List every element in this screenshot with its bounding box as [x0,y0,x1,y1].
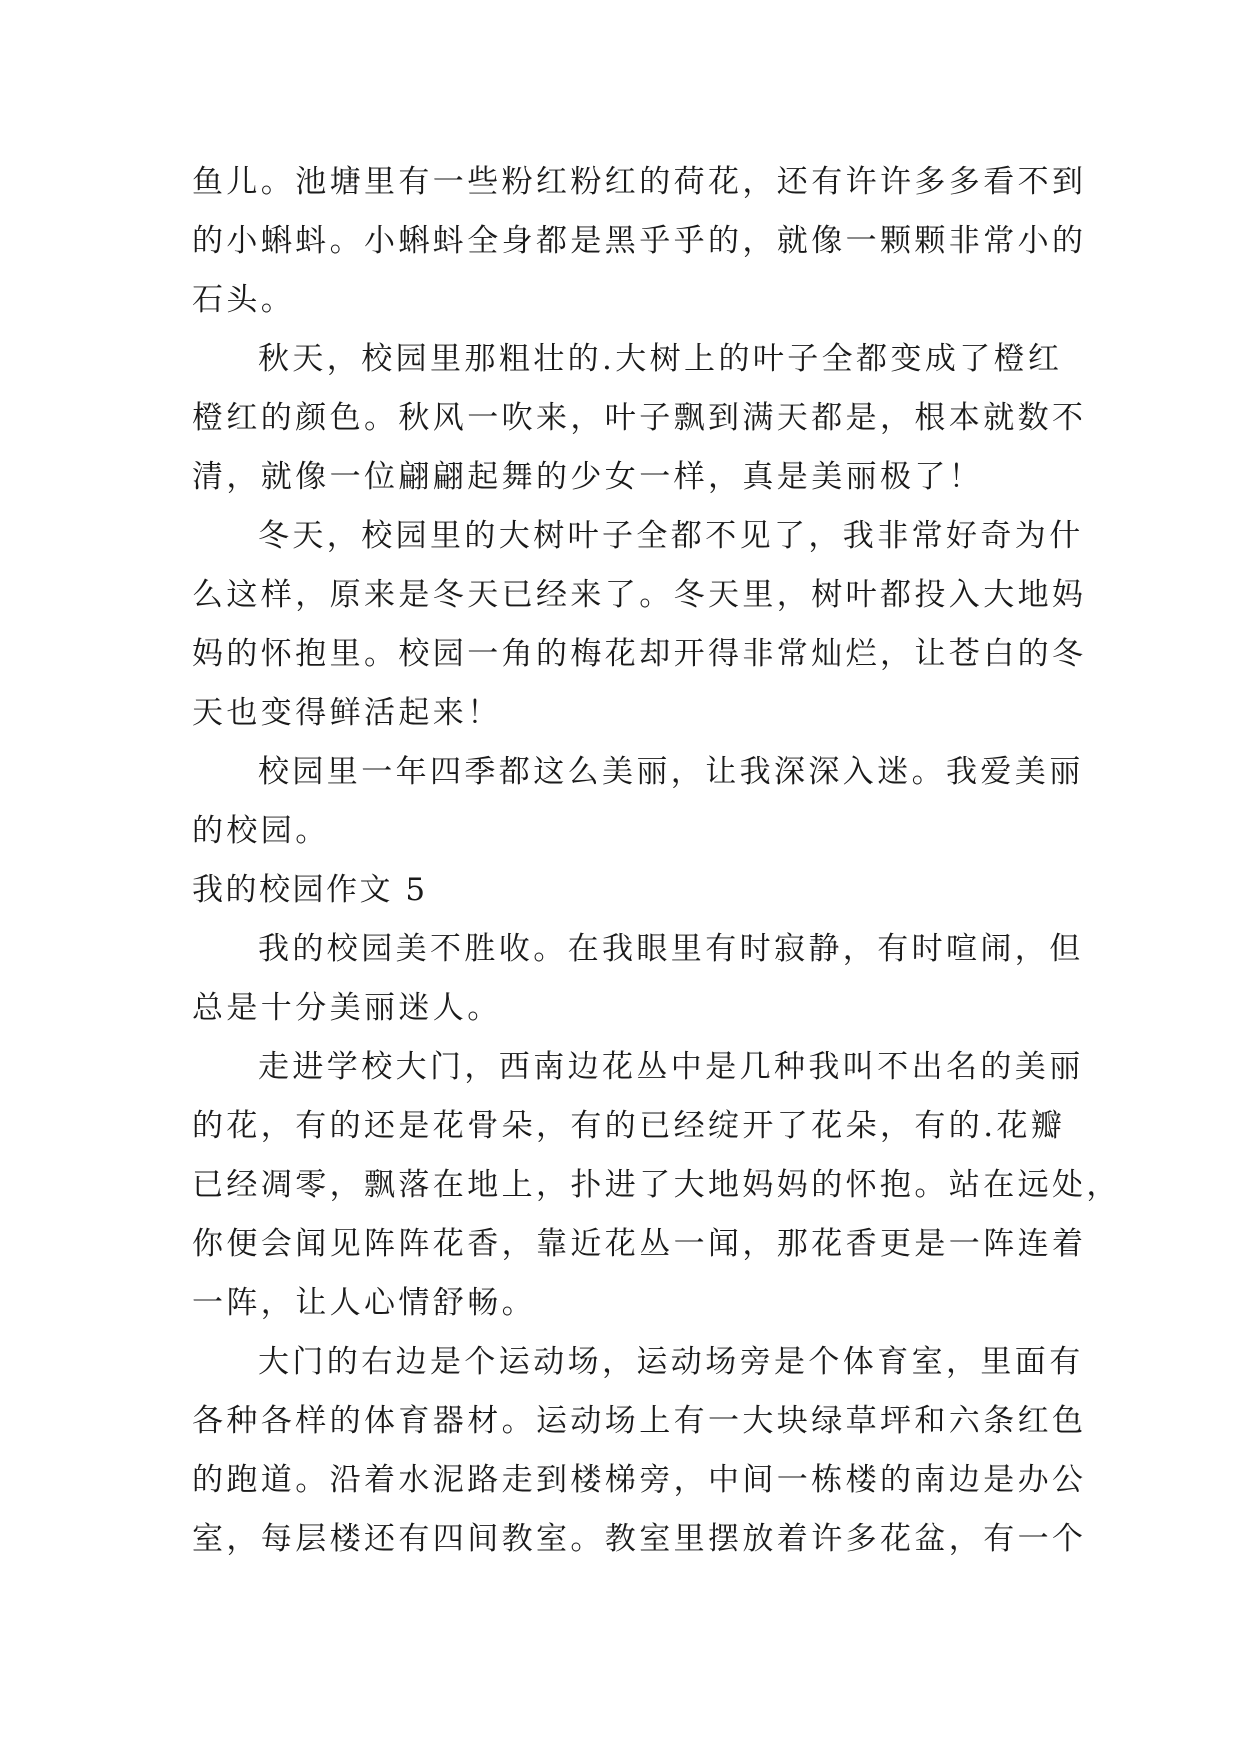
text-line: 已经凋零，飘落在地上，扑进了大地妈妈的怀抱。站在远处， [192,1167,1121,1203]
text-line: 的花，有的还是花骨朵，有的已经绽开了花朵，有的.花瓣 [192,1108,1066,1144]
paragraph-first-line: 大门的右边是个运动场，运动场旁是个体育室，里面有 [258,1344,1084,1380]
text-line: 清，就像一位翩翩起舞的少女一样，真是美丽极了！ [192,459,984,495]
text-line: 室，每层楼还有四间教室。教室里摆放着许多花盆，有一个 [192,1521,1087,1557]
text-line: 你便会闻见阵阵花香，靠近花丛一闻，那花香更是一阵连着 [192,1226,1087,1262]
text-line: 么这样，原来是冬天已经来了。冬天里，树叶都投入大地妈 [192,577,1087,613]
text-line: 鱼儿。池塘里有一些粉红粉红的荷花，还有许许多多看不到 [192,164,1087,200]
text-line: 的校园。 [192,813,330,849]
text-line: 石头。 [192,282,296,318]
text-line: 各种各样的体育器材。运动场上有一大块绿草坪和六条红色 [192,1403,1087,1439]
text-line: 总是十分美丽迷人。 [192,990,502,1026]
section-heading: 我的校园作文 5 [192,872,428,908]
text-line: 妈的怀抱里。校园一角的梅花却开得非常灿烂，让苍白的冬 [192,636,1087,672]
paragraph-first-line: 校园里一年四季都这么美丽，让我深深入迷。我爱美丽 [258,754,1084,790]
text-line: 橙红的颜色。秋风一吹来，叶子飘到满天都是，根本就数不 [192,400,1087,436]
text-line: 一阵，让人心情舒畅。 [192,1285,536,1321]
text-line: 的小蝌蚪。小蝌蚪全身都是黑乎乎的，就像一颗颗非常小的 [192,223,1087,259]
text-line: 的跑道。沿着水泥路走到楼梯旁，中间一栋楼的南边是办公 [192,1462,1087,1498]
document-body [192,153,1121,1569]
paragraph-first-line: 走进学校大门，西南边花丛中是几种我叫不出名的美丽 [258,1049,1084,1085]
paragraph-first-line: 秋天，校园里那粗壮的.大树上的叶子全都变成了橙红 [258,341,1063,377]
paragraph-first-line: 我的校园美不胜收。在我眼里有时寂静，有时喧闹，但 [258,931,1084,967]
paragraph-first-line: 冬天，校园里的大树叶子全都不见了，我非常好奇为什 [258,518,1084,554]
text-line: 天也变得鲜活起来！ [192,695,502,731]
